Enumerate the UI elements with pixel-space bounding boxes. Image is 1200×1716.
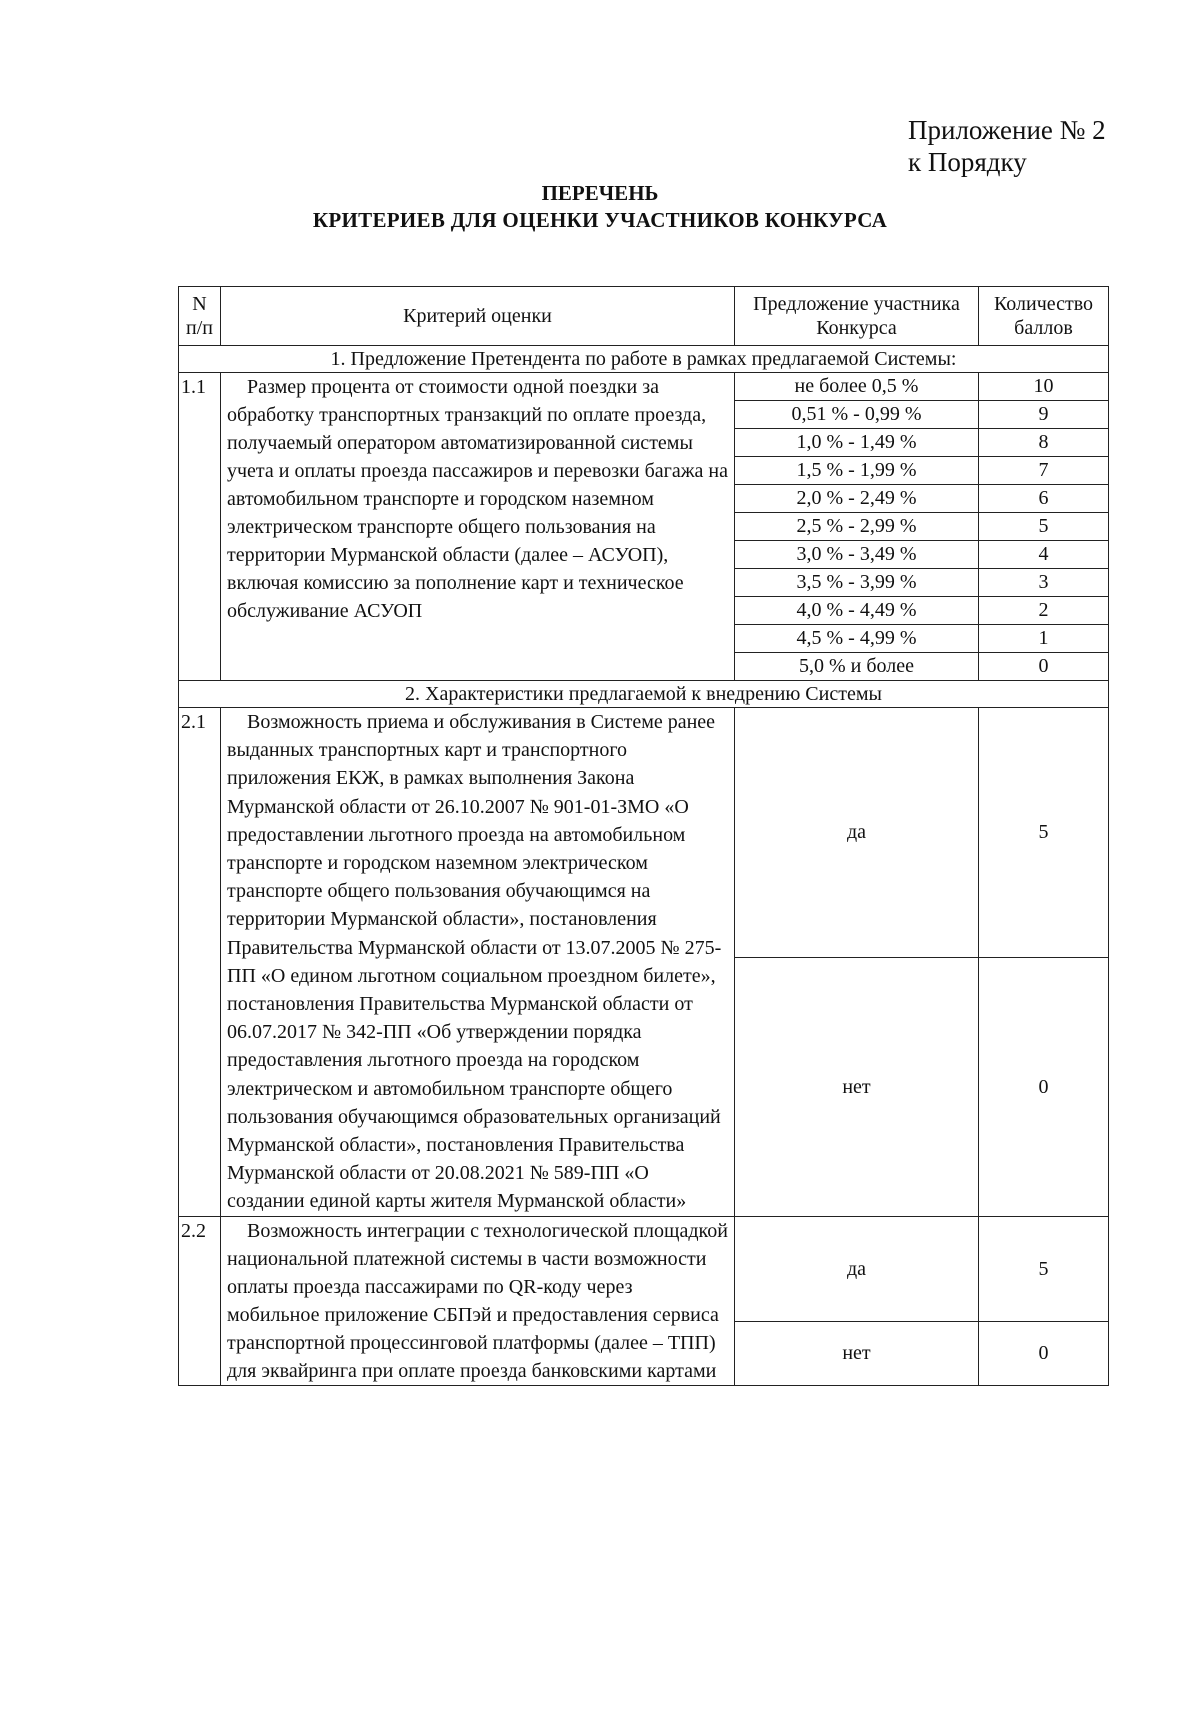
option-proposal: да <box>735 708 979 958</box>
option-proposal: 2,5 % - 2,99 % <box>735 513 979 541</box>
header-score: Количество баллов <box>979 287 1109 346</box>
header-num: N п/п <box>179 287 221 346</box>
header-criterion: Критерий оценки <box>221 287 735 346</box>
option-score: 6 <box>979 485 1109 513</box>
appendix-reference: к Порядку <box>908 147 1027 177</box>
row-2-1-num: 2.1 <box>179 708 221 1217</box>
row-1-1-criterion: Размер процента от стоимости одной поездки за обработку транспортных транзакций по оплате проезда, получаемый оператором автоматизированной системы учета и оплаты проезда пассажиров и перевозки багажа на автомобильном транспорте и городском наземном электрическом транспорте общего пользования на территории Мурманской области (далее – АСУОП), включая комиссию за пополнение карт и техническое обслуживание АСУОП <box>221 373 735 681</box>
option-score: 5 <box>979 513 1109 541</box>
option-score: 0 <box>979 1321 1109 1385</box>
option-proposal: не более 0,5 % <box>735 373 979 401</box>
row-2-2-num: 2.2 <box>179 1216 221 1385</box>
table-row <box>179 708 1109 958</box>
option-proposal: нет <box>735 957 979 1216</box>
option-proposal: да <box>735 1216 979 1321</box>
option-score: 10 <box>979 373 1109 401</box>
option-score: 7 <box>979 457 1109 485</box>
option-proposal: 3,0 % - 3,49 % <box>735 541 979 569</box>
option-proposal: 4,5 % - 4,99 % <box>735 625 979 653</box>
option-score: 5 <box>979 1216 1109 1321</box>
option-score: 2 <box>979 597 1109 625</box>
section-1-title: 1. Предложение Претендента по работе в рамках предлагаемой Системы: <box>179 346 1109 373</box>
option-proposal: 3,5 % - 3,99 % <box>735 569 979 597</box>
table-row <box>179 1216 1109 1321</box>
option-score: 5 <box>979 708 1109 958</box>
section-row <box>179 346 1109 373</box>
option-proposal: 1,5 % - 1,99 % <box>735 457 979 485</box>
option-proposal: 0,51 % - 0,99 % <box>735 401 979 429</box>
option-score: 1 <box>979 625 1109 653</box>
appendix-number: Приложение № 2 <box>908 115 1106 145</box>
document-subtitle: КРИТЕРИЕВ ДЛЯ ОЦЕНКИ УЧАСТНИКОВ КОНКУРСА <box>312 208 888 232</box>
option-score: 9 <box>979 401 1109 429</box>
option-score: 4 <box>979 541 1109 569</box>
header-proposal: Предложение участника Конкурса <box>735 287 979 346</box>
option-proposal: 2,0 % - 2,49 % <box>735 485 979 513</box>
option-score: 0 <box>979 957 1109 1216</box>
row-2-1-criterion: Возможность приема и обслуживания в Системе ранее выданных транспортных карт и транспортного приложения ЕКЖ, в рамках выполнения Закона Мурманской области от 26.10.2007 № 901-01-ЗМО «О предоставлении льготного проезда на автомобильном транспорте и городском наземном электрическом транспорте общего пользования обучающимся на территории Мурманской области», постановления Правительства Мурманской области от 13.07.2005 № 275-ПП «О едином льготном социальном проездном билете», постановления Правительства Мурманской области от 06.07.2017 № 342-ПП «Об утверждении порядка предоставления льготного проезда на городском электрическом и автомобильном транспорте общего пользования обучающимся образовательных организаций Мурманской области», постановления Правительства Мурманской области от 20.08.2021 № 589-ПП «О создании единой карты жителя Мурманской области» <box>221 708 735 1217</box>
row-2-2-criterion: Возможность интеграции с технологической площадкой национальной платежной системы в части возможности оплаты проезда пассажирами по QR-коду через мобильное приложение СБПэй и предоставления сервиса транспортной процессинговой платформы (далее – ТПП) для эквайринга при оплате проезда банковскими картами <box>221 1216 735 1385</box>
option-score: 0 <box>979 653 1109 681</box>
option-score: 8 <box>979 429 1109 457</box>
table-header-row <box>179 287 1109 346</box>
section-2-title: 2. Характеристики предлагаемой к внедрению Системы <box>179 681 1109 708</box>
document-title: ПЕРЕЧЕНЬ <box>541 181 659 205</box>
option-proposal: нет <box>735 1321 979 1385</box>
option-proposal: 4,0 % - 4,49 % <box>735 597 979 625</box>
criteria-table <box>178 286 1109 1386</box>
row-1-1-num: 1.1 <box>179 373 221 681</box>
table-row <box>179 373 1109 401</box>
option-score: 3 <box>979 569 1109 597</box>
appendix-note <box>908 114 1106 178</box>
option-proposal: 5,0 % и более <box>735 653 979 681</box>
option-proposal: 1,0 % - 1,49 % <box>735 429 979 457</box>
section-row <box>179 681 1109 708</box>
